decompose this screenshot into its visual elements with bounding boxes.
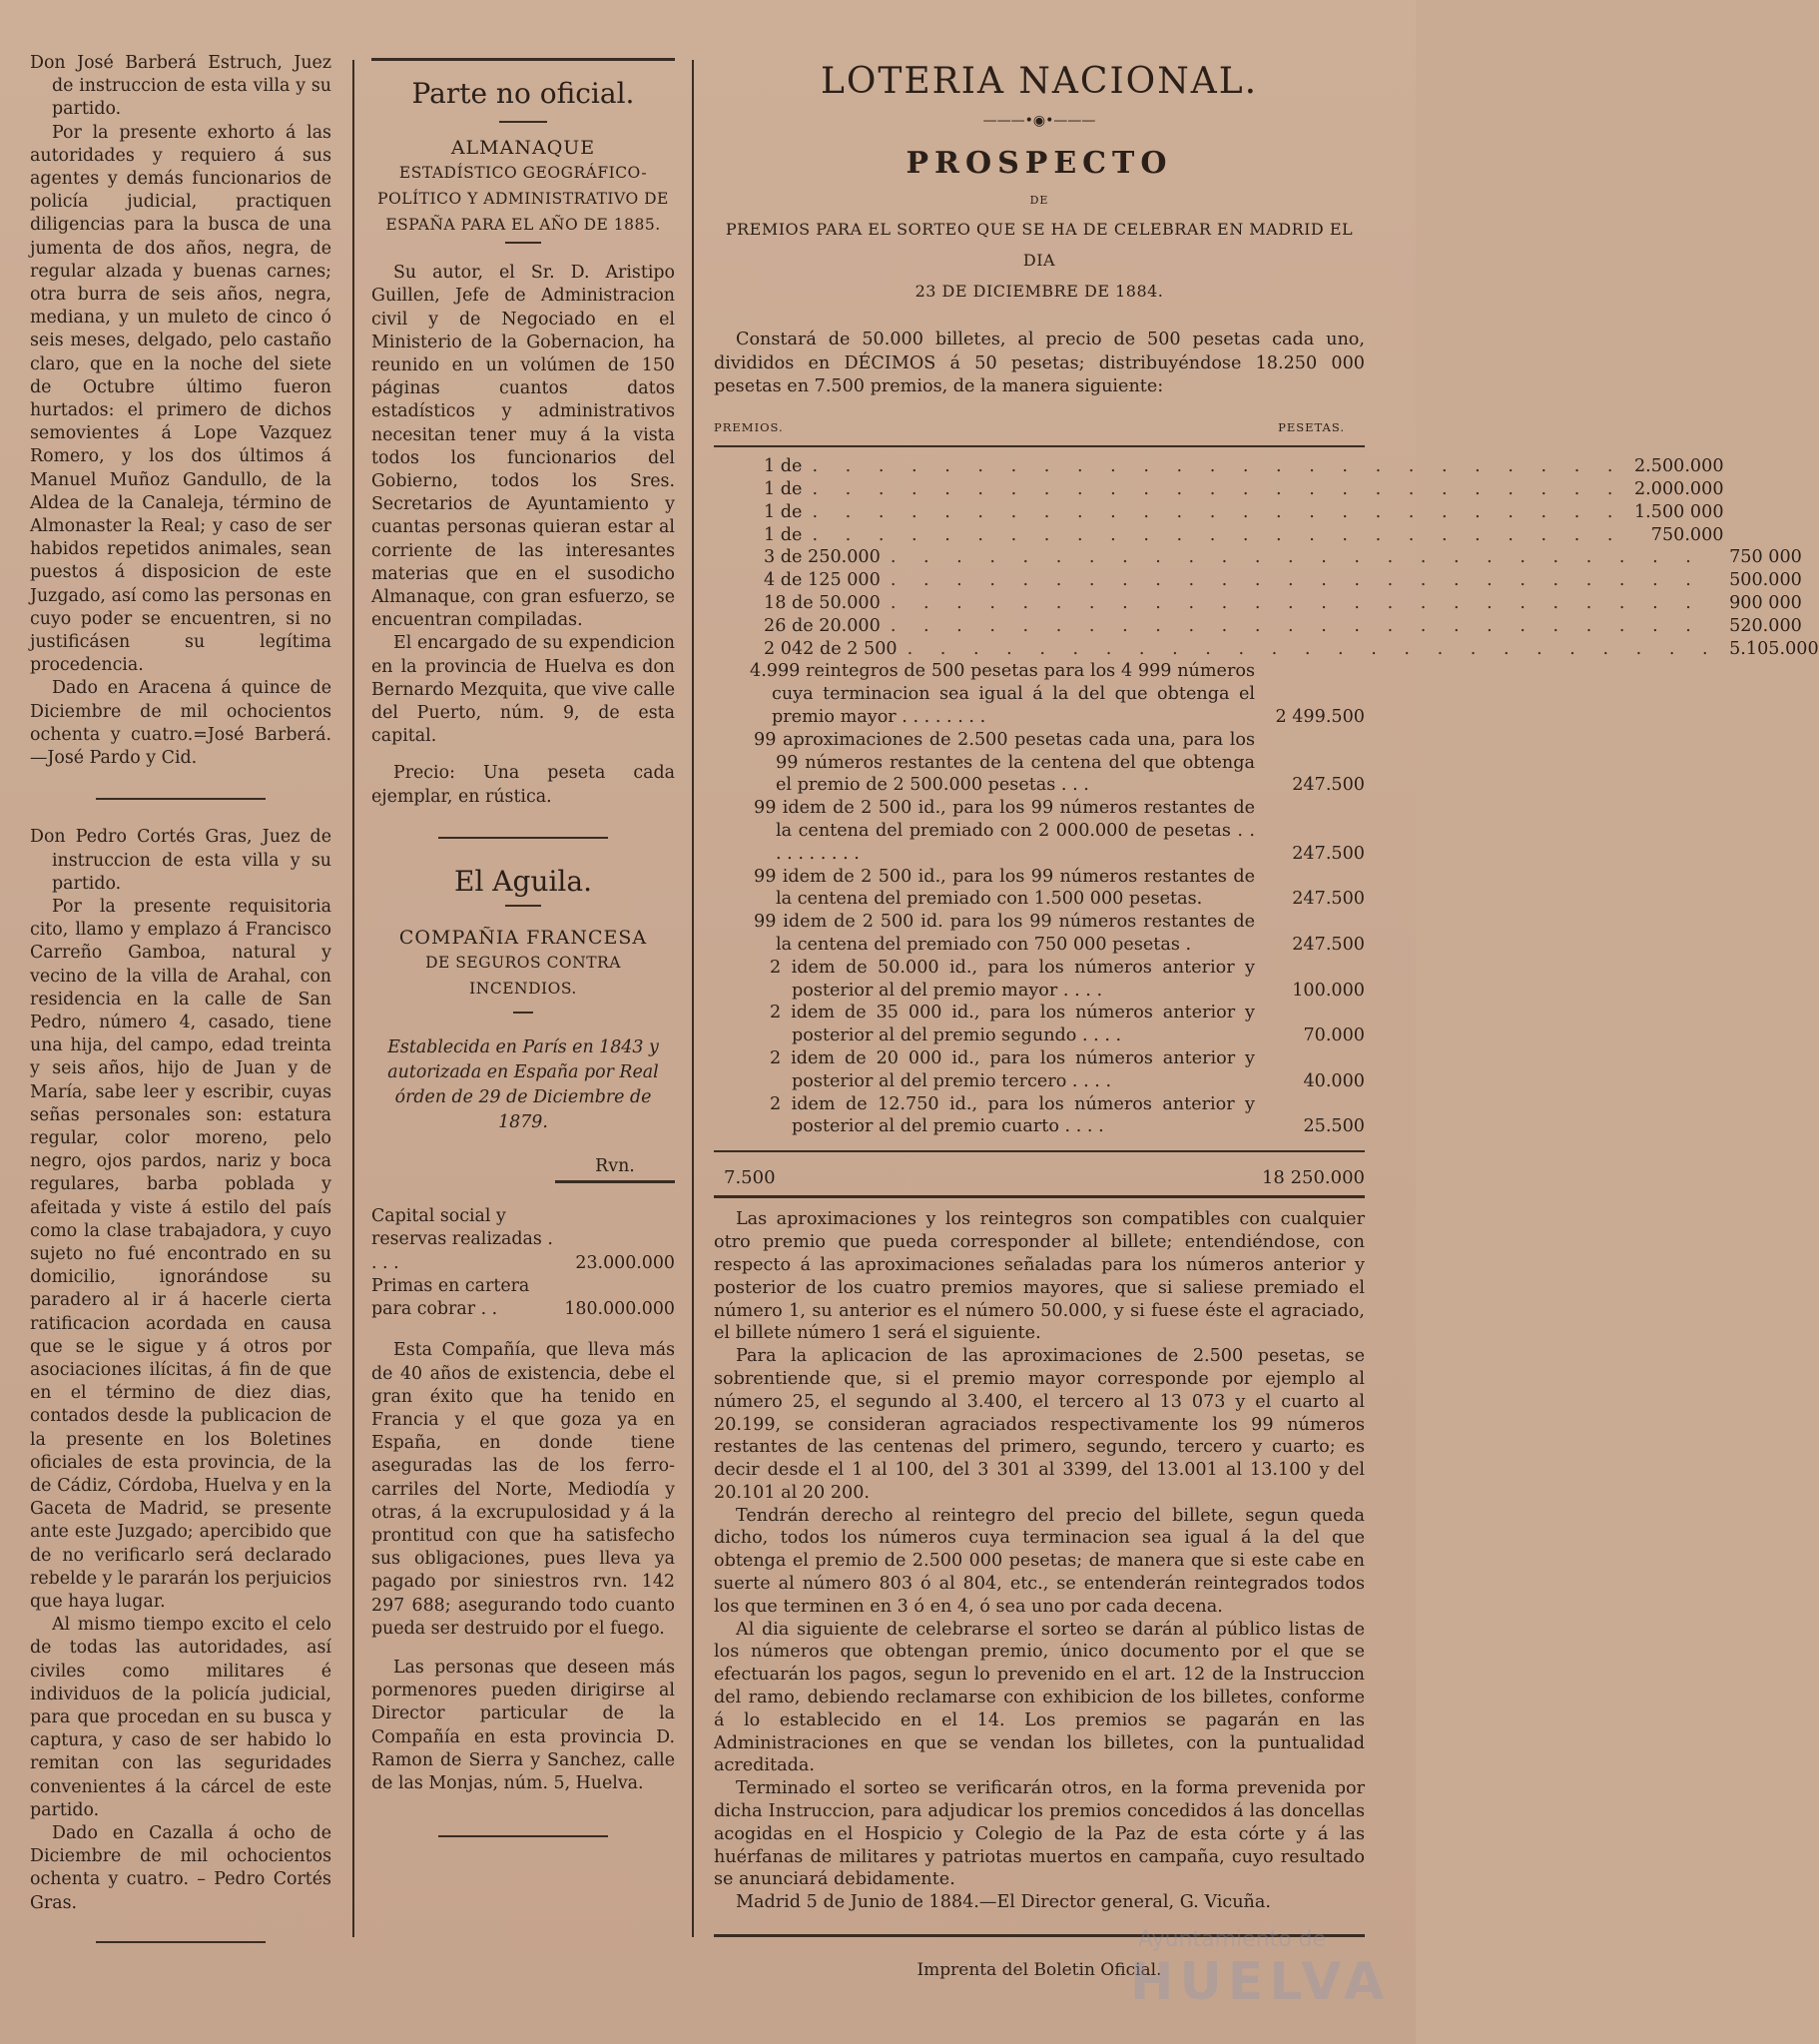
leader-dots: . . . . . . . . . . . . . . . . . . . . . . . . . bbox=[890, 570, 1702, 591]
extra-prize-amount: 247.500 bbox=[1292, 934, 1365, 955]
extra-prize-row bbox=[714, 911, 1365, 957]
prize-row bbox=[714, 592, 1802, 615]
prize-amount: 5.105.000 bbox=[1729, 638, 1819, 659]
aguila-capital-label: Capital social y reservas realizadas . . . . bbox=[371, 1206, 553, 1273]
extra-prize-text: 2 idem de 50.000 id., para los números anterior y posterior al del premio mayor . . . . bbox=[770, 957, 1255, 1001]
extra-prize-row bbox=[714, 866, 1365, 912]
divider bbox=[505, 905, 541, 907]
prize-label: 2 042 de 2 500 bbox=[764, 638, 898, 659]
unit-header bbox=[371, 1155, 675, 1183]
prize-row bbox=[714, 455, 1724, 478]
extra-prize-row bbox=[714, 797, 1365, 865]
aguila-primas-label: Primas en cartera para cobrar . . bbox=[371, 1275, 530, 1320]
watermark-line-1: Ayuntamiento de bbox=[1138, 1927, 1327, 1952]
leader-dots: . . . . . . . . . . . . . . . . . . . . . . . . . bbox=[812, 524, 1624, 545]
prize-row bbox=[714, 546, 1802, 569]
divider bbox=[438, 837, 608, 839]
divider bbox=[96, 798, 266, 800]
extra-prize-row bbox=[714, 729, 1365, 797]
notice-cortes-body-2: Al mismo tiempo excito el celo de todas las autoridades, así civiles como militares é individuos de la policía judicial, para que procedan en su busca y captura, y caso de ser habido lo remitan con las seguridades convenientes á la cárcel de este partido. bbox=[30, 1615, 331, 1820]
divider bbox=[499, 121, 547, 123]
prize-row bbox=[714, 524, 1724, 547]
leader-dots: . . . . . . . . . . . . . . . . . . . . . . . . . bbox=[812, 456, 1624, 477]
aguila-company-sub: DE SEGUROS CONTRA INCENDIOS. bbox=[425, 954, 621, 999]
header-pesetas: PESETAS. bbox=[1278, 420, 1345, 435]
watermark-line-2: HUELVA bbox=[1130, 1952, 1391, 2012]
extra-prize-text: 2 idem de 35 000 id., para los números anterior y posterior al del premio segundo . . . . bbox=[770, 1003, 1255, 1046]
prize-row bbox=[714, 478, 1724, 501]
extra-prize-text: 99 aproximaciones de 2.500 pesetas cada una, para los 99 números restantes de la centena del que obtenga el premio de 2 500.000 pesetas . . . bbox=[754, 729, 1255, 796]
almanaque-distributor: El encargado de su expendicion en la provincia de Huelva es don Bernardo Mezquita, que vive calle del Puerto, núm. 9, de esta capital. bbox=[371, 633, 675, 747]
aguila-established: Establecida en París en 1843 y autorizada en España por Real órden de 29 de Diciembre de 1879. bbox=[387, 1037, 659, 1133]
extra-prize-row bbox=[714, 1047, 1365, 1093]
column-middle bbox=[371, 52, 675, 1863]
prize-label: 1 de bbox=[764, 524, 803, 545]
prospecto-subtitle-1: PREMIOS PARA EL SORTEO QUE SE HA DE CELEBRAR EN MADRID EL DIA bbox=[725, 220, 1354, 271]
almanaque-subtitle: ESTADÍSTICO GEOGRÁFICO-POLÍTICO Y ADMINISTRATIVO DE ESPAÑA PARA EL AÑO DE 1885. bbox=[377, 164, 669, 235]
signature: Madrid 5 de Junio de 1884.—El Director general, G. Vicuña. bbox=[736, 1892, 1271, 1913]
top-rule bbox=[371, 58, 675, 61]
prize-amount: 900 000 bbox=[1729, 593, 1802, 613]
watermark-logo bbox=[1038, 1927, 1390, 2012]
leader-dots: . . . . . . . . . . . . . . . . . . . . . . . . . bbox=[890, 615, 1702, 636]
prize-list bbox=[714, 455, 1819, 660]
aguila-body: Esta Compañía, que lleva más de 40 años de existencia, debe el gran éxito que ha tenido en Francia y el que goza ya en España, en donde tiene aseguradas las de los ferro-carriles del Norte, Mediodía y otras, á la excrupulosidad y á la prontitud con que ha satisfecho sus obligaciones, pues lleva ya pagado por siniestros rvn. 142 297 688; asegurando todo cuanto pueda ser destruido por el fuego. bbox=[371, 1340, 675, 1639]
prospecto-de: DE bbox=[1029, 194, 1049, 208]
almanaque-price: Precio: Una peseta cada ejemplar, en rústica. bbox=[371, 763, 675, 807]
prize-amount: 1.500 000 bbox=[1633, 501, 1724, 522]
aguila-capital-row bbox=[371, 1205, 675, 1275]
aguila-primas-value: 180.000.000 bbox=[564, 1299, 675, 1320]
extra-prize-text: 99 idem de 2 500 id. para los 99 números restantes de la centena del premiado con 750 000 pesetas . bbox=[754, 912, 1255, 955]
extra-prize-row bbox=[714, 1093, 1365, 1139]
total-underline bbox=[714, 1195, 1365, 1198]
extra-prize-amount: 100.000 bbox=[1292, 980, 1365, 1001]
divider bbox=[438, 1835, 608, 1837]
leader-dots: . . . . . . . . . . . . . . . . . . . . . . . . . bbox=[890, 593, 1702, 613]
leader-dots: . . . . . . . . . . . . . . . . . . . . . . . . . bbox=[812, 501, 1624, 522]
notice-cortes-body: Por la presente requisitoria cito, llamo y emplazo á Francisco Carreño Gamboa, natural y vecino de la villa de Arahal, con residencia en la calle de San Pedro, número 4, casado, tiene una hija, del campo, edad treinta y seis años, hijo de Juan y de María, sabe leer y escribir, cuyas señas personales son: estatura regular, color moreno, pelo negro, ojos pardos, nariz y boca regulares, barba poblada y afeitada y viste á estilo del país como la clase trabajadora, y cuyo sujeto no fué encontrado en su domicilio, ignorándose su paradero al ir á hacerle cierta ratificacion acordada en causa que se le sigue y á otros por asociaciones ilícitas, á fin de que en el término de diez dias, contados desde la publicacion de la presente en los Boletines oficiales de esta provincia, de la de Cádiz, Córdoba, Huelva y en la Gaceta de Madrid, se presente ante este Juzgado; apercibido que de no verificarlo será declarado rebelde y le pararán los perjuicios que haya lugar. bbox=[30, 896, 331, 1612]
extra-prize-row bbox=[714, 1002, 1365, 1047]
table-top-rule bbox=[714, 445, 1365, 447]
leader-dots: . . . . . . . . . . . . . . . . . . . . . . . . . bbox=[890, 547, 1702, 568]
note-compatibility: Las aproximaciones y los reintegros son compatibles con cualquier otro premio que pueda corresponder al billete; entendiéndose, con respecto á las aproximaciones señaladas para los números anterior y posterior de los cuatro premios mayores, que si saliese premiado el número 1, su anterior es el número 50.000, y si fuese éste el agraciado, el billete número 1 será el siguiente. bbox=[714, 1209, 1365, 1344]
extra-prize-text: 2 idem de 20 000 id., para los números anterior y posterior al del premio tercero . . . . bbox=[770, 1047, 1255, 1091]
extra-prize-text: 99 idem de 2 500 id., para los 99 números restantes de la centena del premiado con 1.500 000 pesetas. bbox=[754, 866, 1255, 910]
note-reintegro: Tendrán derecho al reintegro del precio del billete, segun queda dicho, todos los números cuya terminacion sea igual á la del que obtenga el premio de 2.500 000 pesetas; de manera que si este cabe en suerte al número 803 ó al 804, etc., se entenderán reintegrados todos los que terminen en 3 ó en 4, ó sea uno por cada decena. bbox=[714, 1505, 1365, 1617]
total-amount: 18 250.000 bbox=[1261, 1167, 1365, 1189]
column-divider-left bbox=[352, 60, 354, 1937]
loteria-notes bbox=[714, 1208, 1365, 1914]
section-title: Parte no oficial. bbox=[411, 77, 635, 110]
divider bbox=[505, 242, 541, 244]
extra-prize-text: 99 idem de 2 500 id., para los 99 números restantes de la centena del premiado con 2 000.000 de pesetas . . . . . . . . . . bbox=[754, 798, 1255, 864]
extra-prize-text: 2 idem de 12.750 id., para los números anterior y posterior al del premio cuarto . . . . bbox=[770, 1093, 1255, 1137]
prize-label: 18 de 50.000 bbox=[764, 593, 881, 613]
prospecto-subtitle-2: 23 DE DICIEMBRE DE 1884. bbox=[914, 282, 1164, 302]
divider bbox=[513, 1012, 533, 1014]
prospecto-title: PROSPECTO bbox=[906, 146, 1173, 182]
prize-table-header bbox=[714, 416, 1365, 439]
notice-barbera-closing: Dado en Aracena á quince de Diciembre de mil ochocientos ochenta y cuatro.=José Barberá. —José Pardo y Cid. bbox=[30, 678, 331, 769]
extra-prize-amount: 40.000 bbox=[1303, 1070, 1365, 1091]
extra-prize-amount: 247.500 bbox=[1292, 843, 1365, 864]
aguila-capital-value: 23.000.000 bbox=[575, 1252, 675, 1273]
total-count: 7.500 bbox=[724, 1167, 776, 1189]
notice-barbera-heading: Don José Barberá Estruch, Juez de instruccion de esta villa y su partido. bbox=[30, 53, 331, 120]
prize-label: 1 de bbox=[764, 479, 803, 500]
prize-amount: 520.000 bbox=[1729, 615, 1802, 636]
column-left bbox=[30, 52, 331, 1969]
prize-row bbox=[714, 615, 1802, 638]
extra-prize-row bbox=[714, 957, 1365, 1003]
prize-label: 1 de bbox=[764, 456, 803, 477]
extra-prize-amount: 247.500 bbox=[1292, 889, 1365, 910]
prize-row bbox=[714, 569, 1802, 592]
extra-prize-amount: 70.000 bbox=[1303, 1025, 1365, 1046]
total-rule bbox=[714, 1150, 1365, 1152]
notice-barbera-body: Por la presente exhorto á las autoridades y requiero á sus agentes y demás funcionarios de policía judicial, practiquen diligencias para la busca de una jumenta de dos años, negra, de regular alzada y buenas carnes; otra burra de seis años, negra, mediana, y un muleto de cinco ó seis meses, delgado, pelo castaño claro, que en la noche del siete de Octubre último fueron hurtados: el primero de dichos semovientes á Lope Vazquez Romero, y los dos últimos á Manuel Muñoz Gandullo, de la Aldea de la Canaleja, término de Almonaster la Real; y caso de ser habidos repetidos animales, sean puestos á disposicion de este Juzgado, así como las personas en cuyo poder se encuentren, si no justificásen su legítima procedencia. bbox=[30, 122, 331, 676]
almanaque-title: ALMANAQUE bbox=[450, 137, 596, 159]
prize-label: 26 de 20.000 bbox=[764, 615, 881, 636]
leader-dots: . . . . . . . . . . . . . . . . . . . . . . . . . bbox=[907, 638, 1719, 659]
aguila-contact: Las personas que deseen más pormenores pueden dirigirse al Director particular de la Compañía en esta provincia D. Ramon de Sierra y Sanchez, calle de las Monjas, núm. 5, Huelva. bbox=[371, 1657, 675, 1793]
aguila-primas-row bbox=[371, 1275, 675, 1321]
extra-prize-amount: 247.500 bbox=[1292, 775, 1365, 796]
loteria-intro: Constará de 50.000 billetes, al precio de 500 pesetas cada uno, divididos en DÉCIMOS á 50 pesetas; distribuyéndose 18.250 000 pesetas en 7.500 premios, de la manera siguiente: bbox=[714, 330, 1365, 396]
note-other-draws: Terminado el sorteo se verificarán otros, en la forma prevenida por dicha Instruccion, para adjudicar los premios concedidos á las doncellas acogidas en el Hospicio y Colegio de la Paz de esta córte y á las huérfanas de militares y patriotas muertos en campaña, cuyo resultado se anunciará debidamente. bbox=[714, 1778, 1365, 1890]
prize-amount: 500.000 bbox=[1729, 570, 1802, 591]
prize-label: 4 de 125 000 bbox=[764, 570, 881, 591]
extra-prize-text: 4.999 reintegros de 500 pesetas para los 4 999 números cuya terminacion sea igual á la del que obtenga el premio mayor . . . . . . . . bbox=[750, 661, 1255, 727]
ornament-divider: ———•◉•——— bbox=[982, 113, 1096, 129]
extra-prize-amount: 2 499.500 bbox=[1275, 706, 1365, 727]
extra-prize-row bbox=[714, 660, 1365, 728]
note-approximations: Para la aplicacion de las aproximaciones de 2.500 pesetas, se sobrentiende que, si el premio mayor corresponde por ejemplo al número 25, el segundo al 3.400, el tercero al 13 073 y el cuarto al 20.199, se consideran agraciados respectivamente los 99 números restantes de las centenas del primero, segundo, tercero y cuarto; es decir desde el 1 al 100, del 3 301 al 3399, del 13.001 al 13.100 y del 20.101 al 20 200. bbox=[714, 1346, 1365, 1503]
notice-cortes-heading: Don Pedro Cortés Gras, Juez de instruccion de esta villa y su partido. bbox=[30, 827, 331, 894]
prize-amount: 750.000 bbox=[1650, 524, 1724, 545]
prize-row bbox=[714, 638, 1819, 661]
header-premios: PREMIOS. bbox=[714, 420, 784, 435]
aguila-company: COMPAÑIA FRANCESA bbox=[398, 926, 648, 949]
prize-row bbox=[714, 501, 1724, 524]
loteria-title: LOTERIA NACIONAL. bbox=[820, 61, 1259, 102]
note-lists: Al dia siguiente de celebrarse el sorteo se darán al público listas de los números que obtengan premio, único documento por el que se efectuarán los pagos, segun lo prevenido en el art. 12 de la Instruccion del ramo, debiendo reclamarse con exhibicion de los billetes, conforme á lo establecido en el 14. Los premios se pagarán en las Administraciones en que se vendan los billetes, con la puntualidad acreditada. bbox=[714, 1619, 1365, 1776]
notice-cortes-closing: Dado en Cazalla á ocho de Diciembre de mil ochocientos ochenta y cuatro. – Pedro Cortés Gras. bbox=[30, 1823, 331, 1913]
divider bbox=[96, 1941, 266, 1943]
imprenta: Imprenta del Boletin Oficial. bbox=[916, 1960, 1162, 1981]
extra-prize-amount: 25.500 bbox=[1303, 1116, 1365, 1137]
column-divider-right bbox=[692, 60, 694, 1937]
aguila-unit: Rvn. bbox=[555, 1155, 675, 1183]
almanaque-body: Su autor, el Sr. D. Aristipo Guillen, Jefe de Administracion civil y de Negociado en el Ministerio de la Gobernacion, ha reunido en un volúmen de 150 páginas cuantos datos estadísticos y administrativos necesitan tener muy á la vista todos los funcionarios del Gobierno, todos los Sres. Secretarios de Ayuntamiento y cuantas personas quieran estar al corriente de las interesantes materias que en el susodicho Almanaque, con gran esfuerzo, se encuentran compiladas. bbox=[371, 263, 675, 631]
prize-label: 1 de bbox=[764, 501, 803, 522]
leader-dots: . . . . . . . . . . . . . . . . . . . . . . . . . bbox=[812, 479, 1624, 500]
prize-amount: 2.000.000 bbox=[1633, 479, 1724, 500]
prize-label: 3 de 250.000 bbox=[764, 547, 881, 568]
extra-prize-list bbox=[714, 660, 1365, 1138]
aguila-title: El Aguila. bbox=[454, 864, 592, 898]
prize-amount: 2.500.000 bbox=[1633, 456, 1724, 477]
prize-amount: 750 000 bbox=[1729, 547, 1802, 568]
total-row bbox=[714, 1166, 1365, 1189]
